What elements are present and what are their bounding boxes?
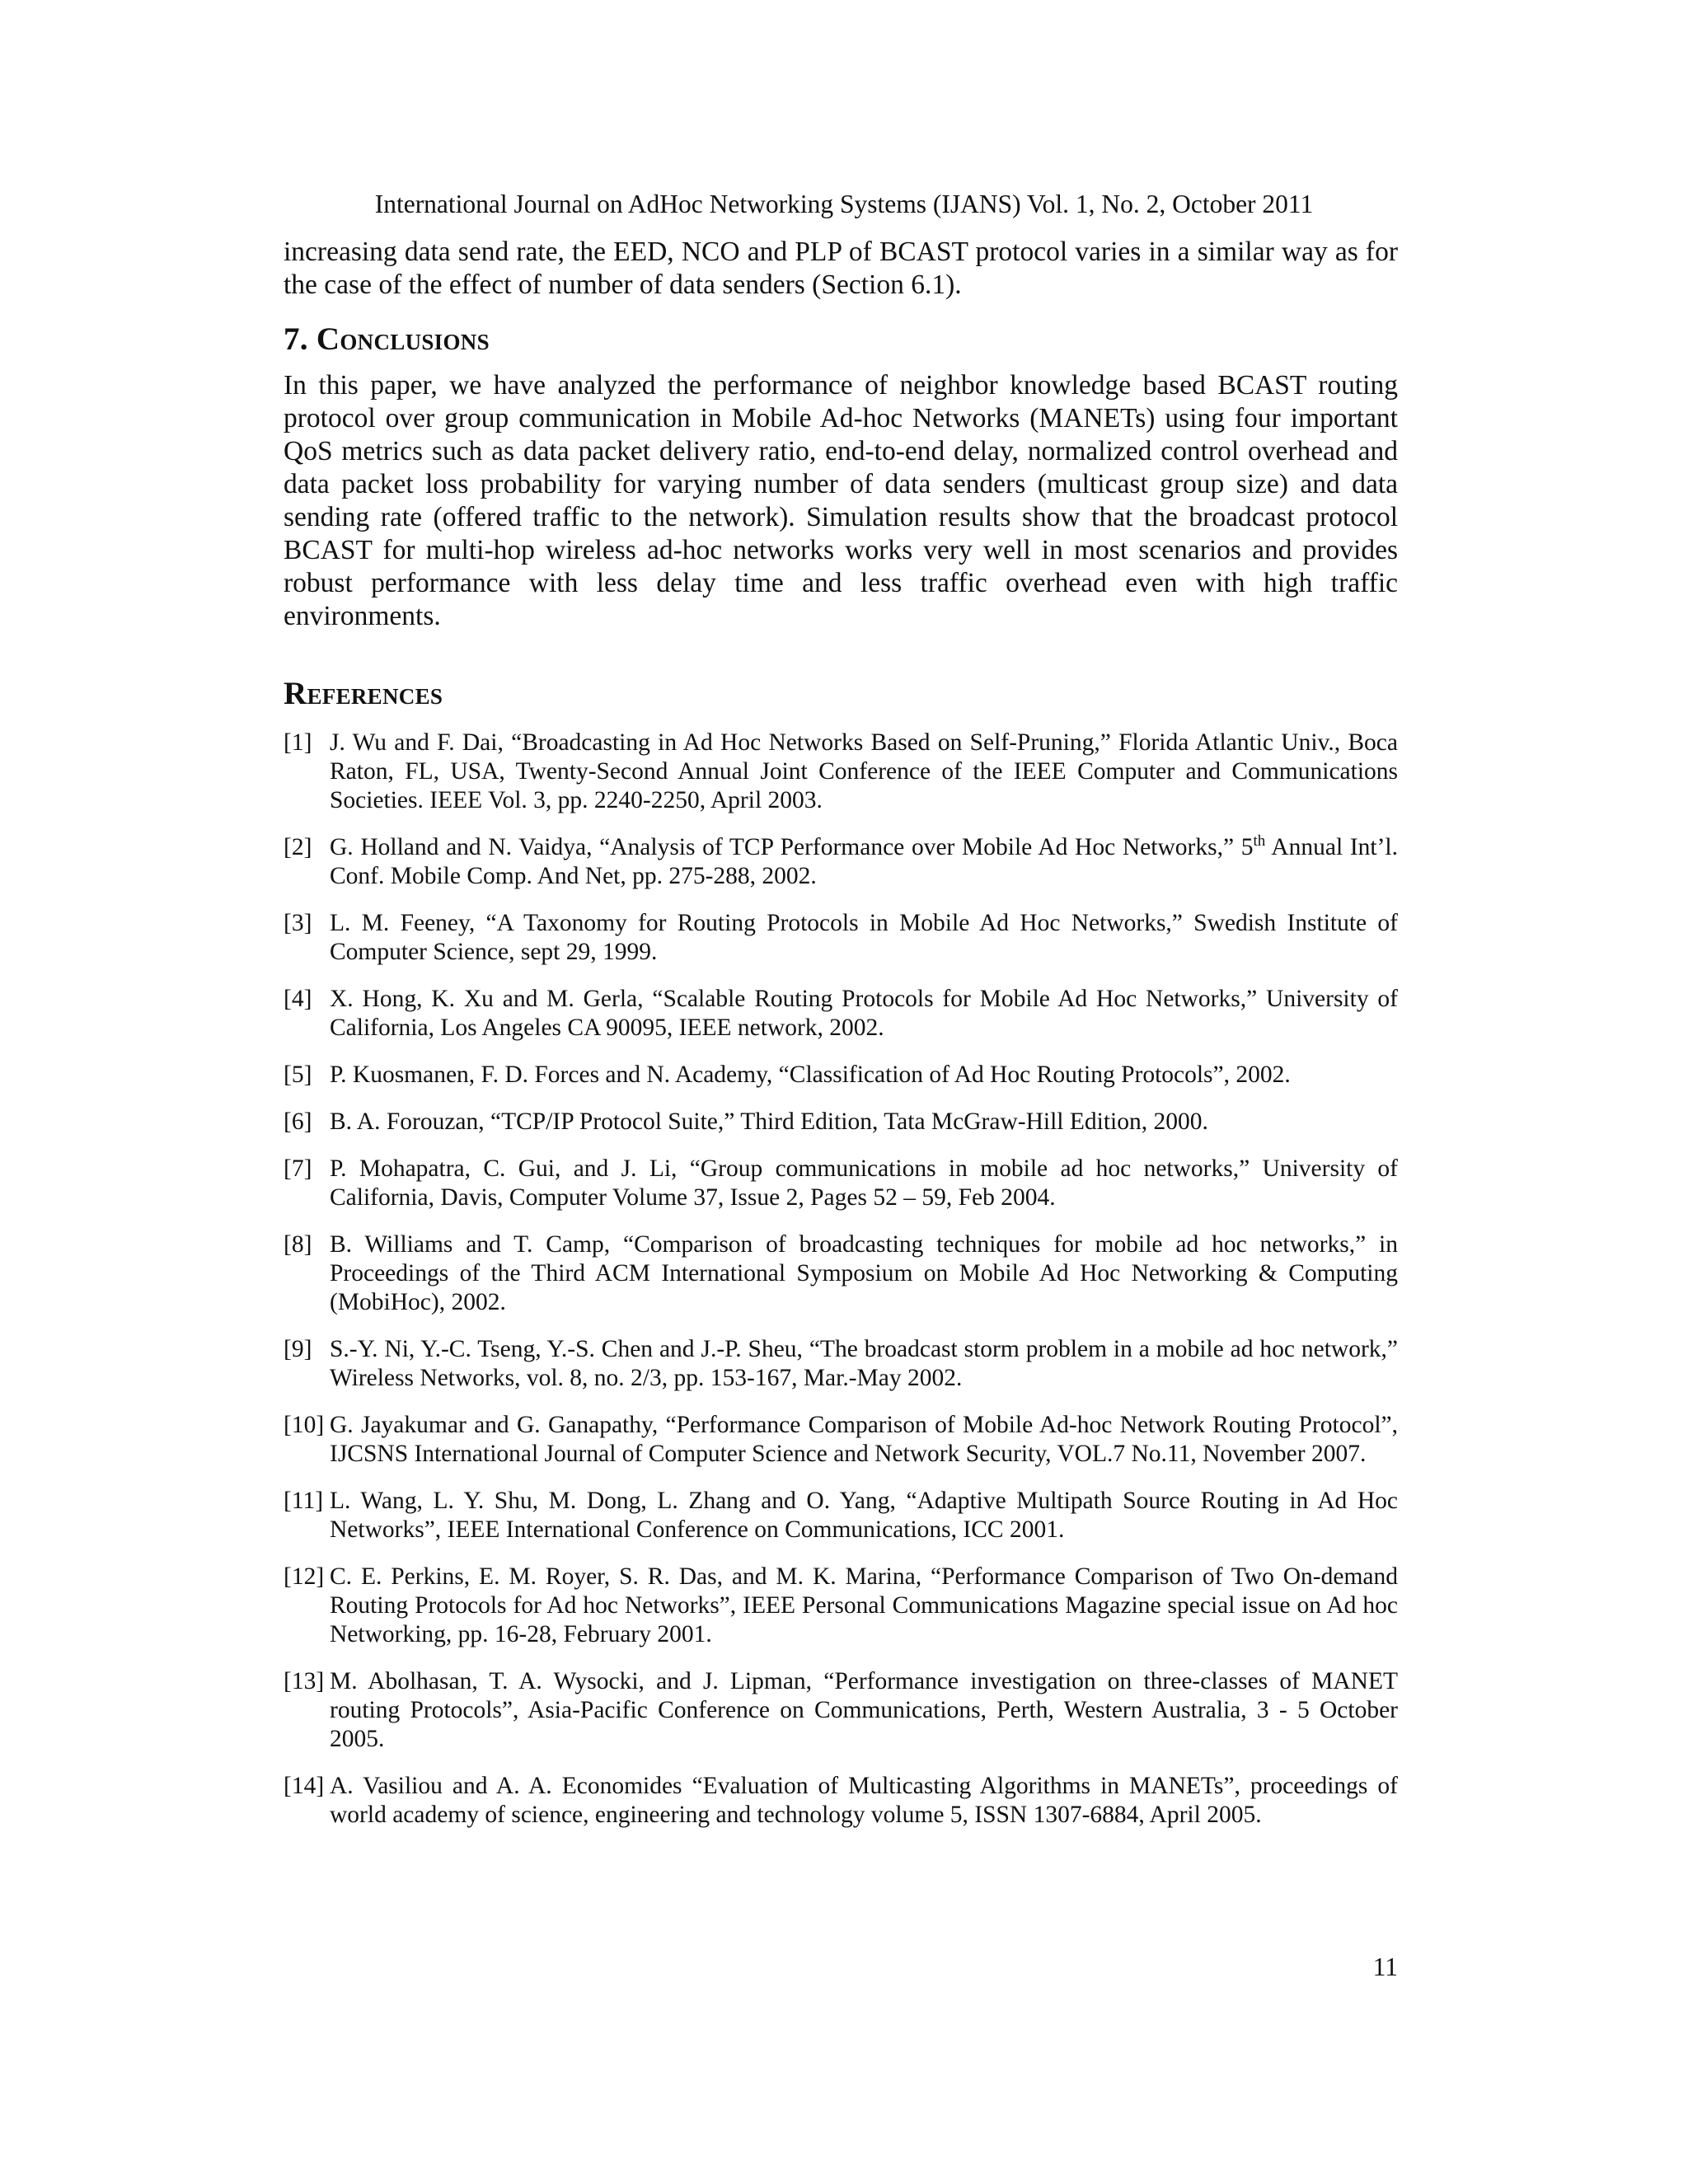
reference-number: [6] [284, 1108, 312, 1135]
reference-item [284, 1411, 1398, 1469]
reference-text-part: Annual Int’l. Conf. Mobile Comp. And Net, pp. 275-288, 2002. [330, 834, 1398, 889]
reference-item [284, 1335, 1398, 1393]
reference-text: G. Jayakumar and G. Ganapathy, “Performance Comparison of Mobile Ad-hoc Network Routing Protocol”, IJCSNS International Journal of Computer Science and Network Security, VOL.7 No.11, November 2007. [330, 1412, 1398, 1467]
reference-text: B. Williams and T. Camp, “Comparison of broadcasting techniques for mobile ad hoc networks,” in Proceedings of the Third ACM International Symposium on Mobile Ad Hoc Networking & Computing (MobiHoc), 2002. [330, 1231, 1398, 1315]
reference-number: [3] [284, 910, 312, 936]
reference-text: S.-Y. Ni, Y.-C. Tseng, Y.-S. Chen and J.-P. Sheu, “The broadcast storm problem in a mobile ad hoc network,” Wireless Networks, vol. 8, no. 2/3, pp. 153-167, Mar.-May 2002. [330, 1336, 1398, 1391]
reference-item [284, 1108, 1398, 1137]
running-header: International Journal on AdHoc Networking Systems (IJANS) Vol. 1, No. 2, October 2011 [374, 190, 1314, 218]
main-content [284, 236, 1398, 1848]
reference-text: C. E. Perkins, E. M. Royer, S. R. Das, and M. K. Marina, “Performance Comparison of Two On-demand Routing Protocols for Ad hoc Networks”, IEEE Personal Communications Magazine special issue on Ad hoc Networking, pp. 16-28, February 2001. [330, 1563, 1398, 1647]
reference-number: [8] [284, 1231, 312, 1258]
reference-number: [9] [284, 1336, 312, 1362]
reference-number: [7] [284, 1155, 312, 1182]
reference-item [284, 1230, 1398, 1317]
reference-text: P. Mohapatra, C. Gui, and J. Li, “Group communications in mobile ad hoc networks,” University of California, Davis, Computer Volume 37, Issue 2, Pages 52 – 59, Feb 2004. [330, 1155, 1398, 1211]
reference-text: L. M. Feeney, “A Taxonomy for Routing Protocols in Mobile Ad Hoc Networks,” Swedish Institute of Computer Science, sept 29, 1999. [330, 910, 1398, 965]
reference-text: P. Kuosmanen, F. D. Forces and N. Academy, “Classification of Ad Hoc Routing Protocols”, 2002. [330, 1062, 1291, 1088]
reference-item [284, 985, 1398, 1043]
reference-text: B. A. Forouzan, “TCP/IP Protocol Suite,” Third Edition, Tata McGraw-Hill Edition, 2000. [330, 1108, 1208, 1135]
reference-item [284, 1772, 1398, 1830]
reference-number: [13] [284, 1668, 325, 1694]
reference-item [284, 729, 1398, 815]
reference-list [284, 729, 1398, 1830]
reference-number: [1] [284, 729, 312, 756]
reference-item [284, 909, 1398, 967]
reference-text [330, 834, 1398, 889]
references-heading: References [284, 676, 443, 711]
reference-item [284, 1155, 1398, 1212]
reference-item [284, 833, 1398, 891]
conclusions-paragraph: In this paper, we have analyzed the performance of neighbor knowledge based BCAST routing protocol over group communication in Mobile Ad-hoc Networks (MANETs) using four important QoS metrics such as data packet delivery ratio, end-to-end delay, normalized control overhead and data packet loss probability for varying number of data senders (multicast group size) and data sending rate (offered traffic to the network). Simulation results show that the broadcast protocol BCAST for multi-hop wireless ad-hoc networks works very well in most scenarios and provides robust performance with less delay time and less traffic overhead even with high traffic environments. [284, 370, 1398, 631]
conclusions-heading: 7. Conclusions [284, 321, 490, 357]
reference-number: [14] [284, 1773, 325, 1799]
reference-number: [2] [284, 834, 312, 860]
reference-text-part: G. Holland and N. Vaidya, “Analysis of TCP Performance over Mobile Ad Hoc Networks,” 5 [330, 834, 1254, 860]
reference-item [284, 1487, 1398, 1544]
reference-text: M. Abolhasan, T. A. Wysocki, and J. Lipman, “Performance investigation on three-classes of MANET routing Protocols”, Asia-Pacific Conference on Communications, Perth, Western Australia, 3 - 5 October 2005. [330, 1668, 1398, 1752]
page-number: 11 [1372, 1952, 1398, 1981]
reference-text: A. Vasiliou and A. A. Economides “Evaluation of Multicasting Algorithms in MANETs”, proceedings of world academy of science, engineering and technology volume 5, ISSN 1307-6884, April 2005. [330, 1773, 1398, 1828]
reference-text: L. Wang, L. Y. Shu, M. Dong, L. Zhang and O. Yang, “Adaptive Multipath Source Routing in Ad Hoc Networks”, IEEE International Conference on Communications, ICC 2001. [330, 1488, 1398, 1543]
reference-text: J. Wu and F. Dai, “Broadcasting in Ad Hoc Networks Based on Self-Pruning,” Florida Atlantic Univ., Boca Raton, FL, USA, Twenty-Second Annual Joint Conference of the IEEE Computer and Communications Societies. IEEE Vol. 3, pp. 2240-2250, April 2003. [330, 729, 1398, 813]
reference-number: [12] [284, 1563, 325, 1590]
reference-item [284, 1667, 1398, 1754]
reference-number: [4] [284, 986, 312, 1012]
reference-number: [5] [284, 1062, 312, 1088]
intro-paragraph: increasing data send rate, the EED, NCO and PLP of BCAST protocol varies in a similar way as for the case of the effect of number of data senders (Section 6.1). [284, 237, 1398, 300]
reference-number: [10] [284, 1412, 325, 1438]
reference-text: X. Hong, K. Xu and M. Gerla, “Scalable Routing Protocols for Mobile Ad Hoc Networks,” University of California, Los Angeles CA 90095, IEEE network, 2002. [330, 986, 1398, 1041]
reference-item [284, 1061, 1398, 1090]
reference-item [284, 1563, 1398, 1649]
superscript-ordinal: th [1253, 832, 1266, 851]
reference-number: [11] [284, 1488, 324, 1514]
